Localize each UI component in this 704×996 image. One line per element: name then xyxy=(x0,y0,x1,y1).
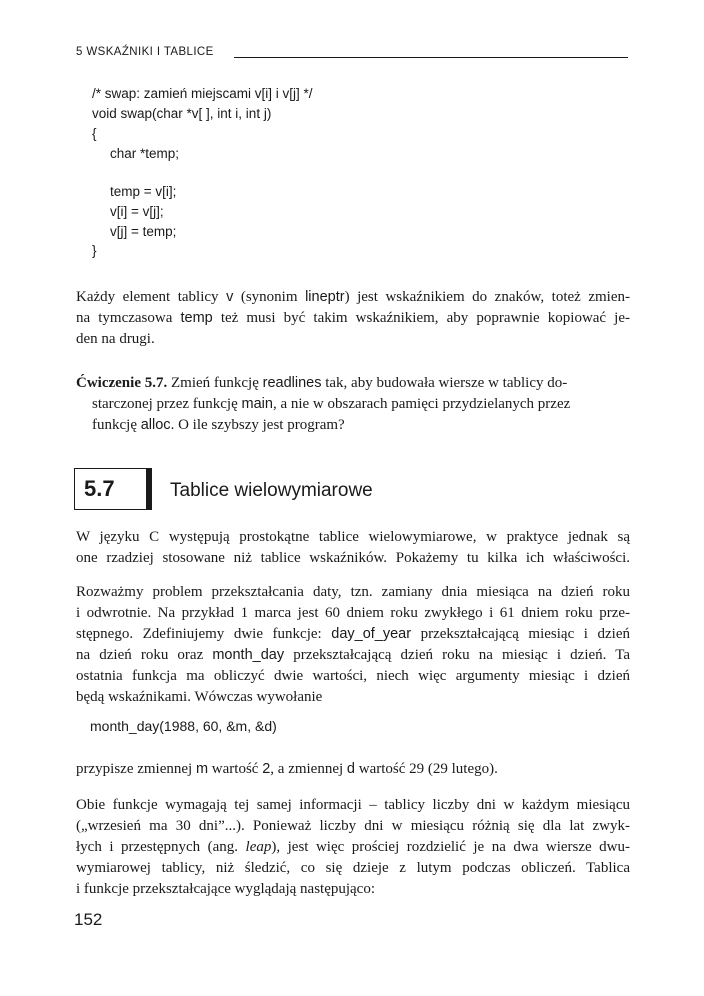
paragraph-5-line-2: („wrzesień ma 30 dni”...). Ponieważ liczby dni w miesiącu różnią się dla lat zwyk- xyxy=(76,818,630,834)
paragraph-2-line-1: W języku C występują prostokątne tablice wielowymiarowe, w praktyce jednak są xyxy=(76,529,630,545)
inline-code-day-of-year: day_of_year xyxy=(331,626,412,642)
paragraph-5-line-3: łych i przestępnych (ang. leap), jest więc prościej rozdzielić je na dwa wiersze dwu- xyxy=(76,839,631,855)
inline-code-lineptr: lineptr xyxy=(305,289,345,305)
paragraph-1-line-3: den na drugi. xyxy=(76,331,155,347)
paragraph-3 xyxy=(76,582,630,708)
running-head: 5 WSKAŹNIKI I TABLICE xyxy=(76,46,214,58)
paragraph-3-line-5: ostatnia funkcja ma obliczyć dwie wartości, niech więc argumenty miesiąc i dzień xyxy=(76,668,630,684)
code-line-5: temp = v[i]; xyxy=(110,184,177,199)
exercise-line-3: funkcję alloc. O ile szybszy jest program? xyxy=(92,417,345,433)
section-title: Tablice wielowymiarowe xyxy=(170,480,373,501)
inline-code-m: m xyxy=(195,761,209,777)
exercise-line-1: Ćwiczenie 5.7. Zmień funkcję readlines tak, aby budowała wiersze w tablicy do- xyxy=(76,375,568,391)
emphasis-leap: leap xyxy=(245,839,272,855)
page-number: 152 xyxy=(74,910,103,929)
paragraph-2-line-2: one rzadziej stosowane niż tablice wskaźników. Pokażemy tu kilka ich właściwości. xyxy=(76,550,630,566)
code-line-3: { xyxy=(92,126,97,141)
paragraph-5-line-1: Obie funkcje wymagają tej samej informacji – tablicy liczby dni w każdym miesiącu xyxy=(76,797,630,813)
inline-code-main: main xyxy=(241,396,273,412)
code-line-2: void swap(char *v[ ], int i, int j) xyxy=(92,106,272,121)
code-line-8: } xyxy=(92,243,97,258)
paragraph-5 xyxy=(76,795,630,900)
inline-code-d: d xyxy=(346,761,355,777)
inline-code-month-day: month_day xyxy=(212,647,285,663)
header-rule xyxy=(234,57,628,58)
code-line-7: v[j] = temp; xyxy=(110,224,177,239)
section-number: 5.7 xyxy=(84,476,115,501)
inline-code-v: v xyxy=(226,289,234,305)
exercise-5-7 xyxy=(76,373,630,436)
paragraph-5-line-4: wymiarowej tablicy, niż śledzić, co się dzieje z lutym podczas obliczeń. Tablica xyxy=(76,860,630,876)
paragraph-4-line-1: przypisze zmiennej m wartość 2, a zmiennej d wartość 29 (29 lutego). xyxy=(76,761,498,777)
inline-code-readlines: readlines xyxy=(262,375,322,391)
paragraph-1-line-1: Każdy element tablicy v (synonim lineptr) jest wskaźnikiem do znaków, toteż zmien- xyxy=(76,289,630,305)
paragraph-4 xyxy=(76,759,630,780)
paragraph-3-line-1: Rozważmy problem przekształcania daty, tzn. zamiany dnia miesiąca na dzień roku xyxy=(76,584,630,600)
paragraph-3-line-2: i odwrotnie. Na przykład 1 marca jest 60 dniem roku zwykłego i 61 dniem roku prze- xyxy=(76,605,630,621)
code-call-month-day: month_day(1988, 60, &m, &d) xyxy=(90,718,277,734)
code-line-1: /* swap: zamień miejscami v[i] i v[j] */ xyxy=(92,86,313,101)
exercise-line-2: starczonej przez funkcję main, a nie w obszarach pamięci przydzielanych przez xyxy=(92,396,571,412)
code-line-4: char *temp; xyxy=(110,146,180,161)
paragraph-1-line-2: na tymczasowa temp też musi być takim wskaźnikiem, aby poprawnie kopiować je- xyxy=(76,310,630,326)
exercise-label: Ćwiczenie 5.7. xyxy=(76,375,168,391)
paragraph-2 xyxy=(76,527,630,569)
paragraph-5-line-5: i funkcje przekształcające wyglądają następująco: xyxy=(76,881,376,897)
inline-code-2: 2 xyxy=(262,761,271,777)
paragraph-3-line-4: na dzień roku oraz month_day przekształcającą dzień roku na miesiąc i dzień. Ta xyxy=(76,647,630,663)
inline-code-temp: temp xyxy=(180,310,213,326)
paragraph-1 xyxy=(76,287,630,350)
paragraph-3-line-3: stępnego. Zdefiniujemy dwie funkcje: day_of_year przekształcającą miesiąc i dzień xyxy=(76,626,630,642)
inline-code-alloc: alloc xyxy=(140,417,171,433)
code-line-6: v[i] = v[j]; xyxy=(110,204,164,219)
section-number-bar xyxy=(146,468,152,510)
paragraph-3-line-6: będą wskaźnikami. Wówczas wywołanie xyxy=(76,689,323,705)
